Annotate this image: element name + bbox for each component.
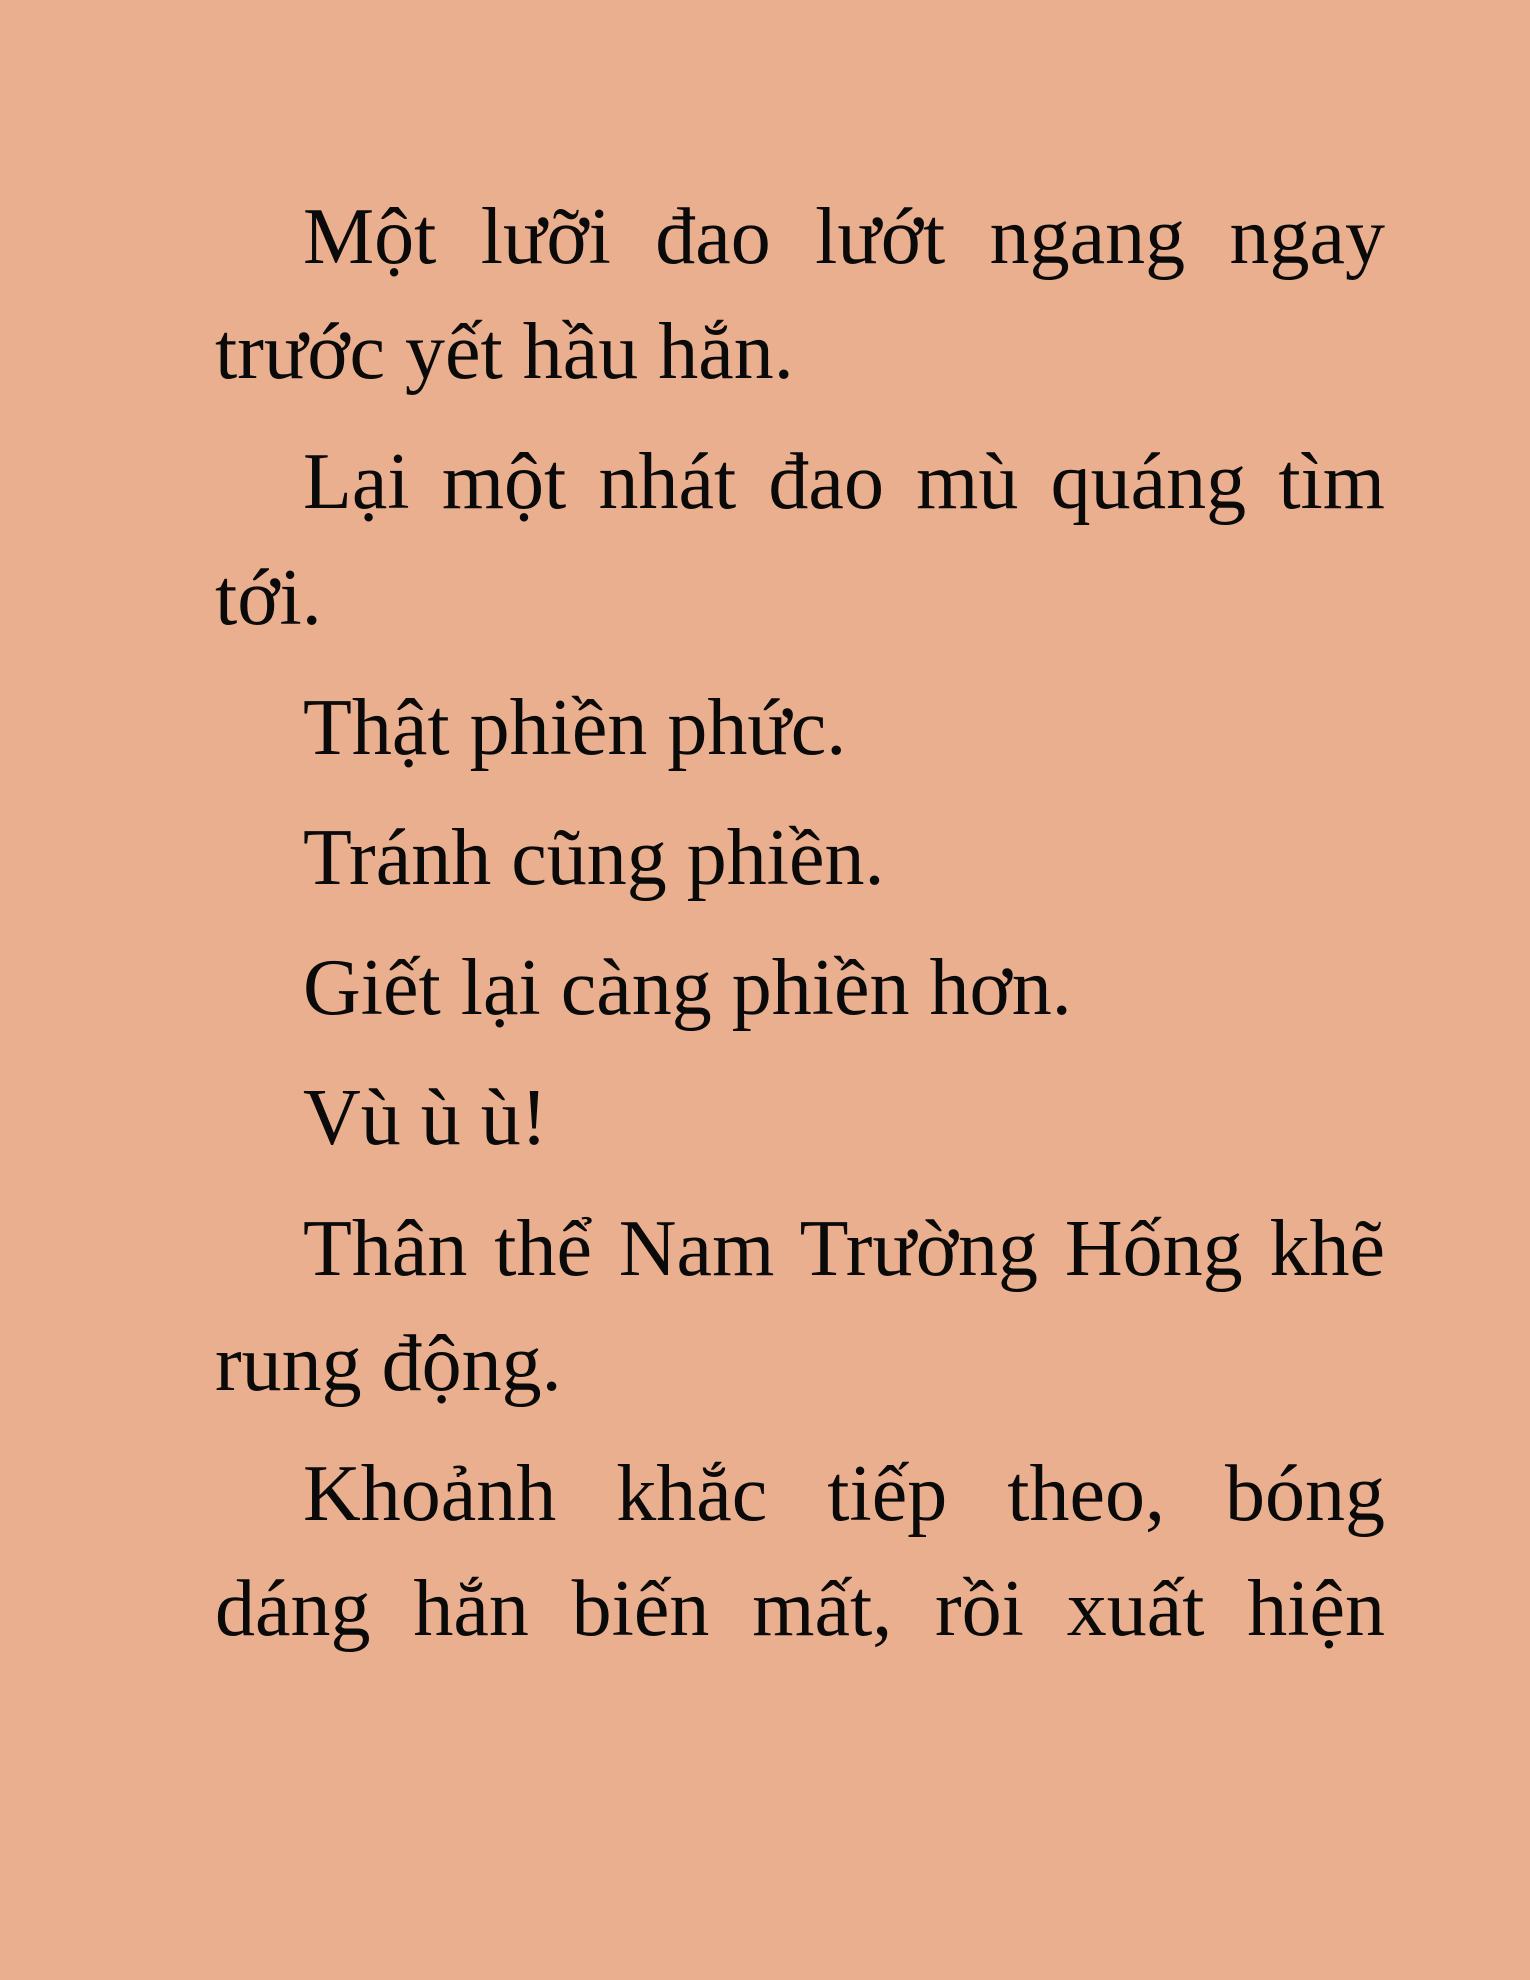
paragraph: Lại một nhát đao mù quáng tìm tới. <box>215 438 1385 642</box>
paragraph: Khoảnh khắc tiếp theo, bóng dáng hắn biến mất, rồi xuất hiện <box>215 1449 1385 1654</box>
paragraph: Thân thể Nam Trường Hống khẽ rung động. <box>215 1204 1385 1408</box>
paragraph: Vù ù ù! <box>303 1074 548 1163</box>
paragraph: Tránh cũng phiền. <box>303 813 885 902</box>
paragraph: Thật phiền phức. <box>303 683 847 772</box>
paragraph: Một lưỡi đao lướt ngang ngay trước yết hầu hắn. <box>215 193 1385 397</box>
paragraph: Giết lại càng phiền hơn. <box>303 944 1072 1033</box>
